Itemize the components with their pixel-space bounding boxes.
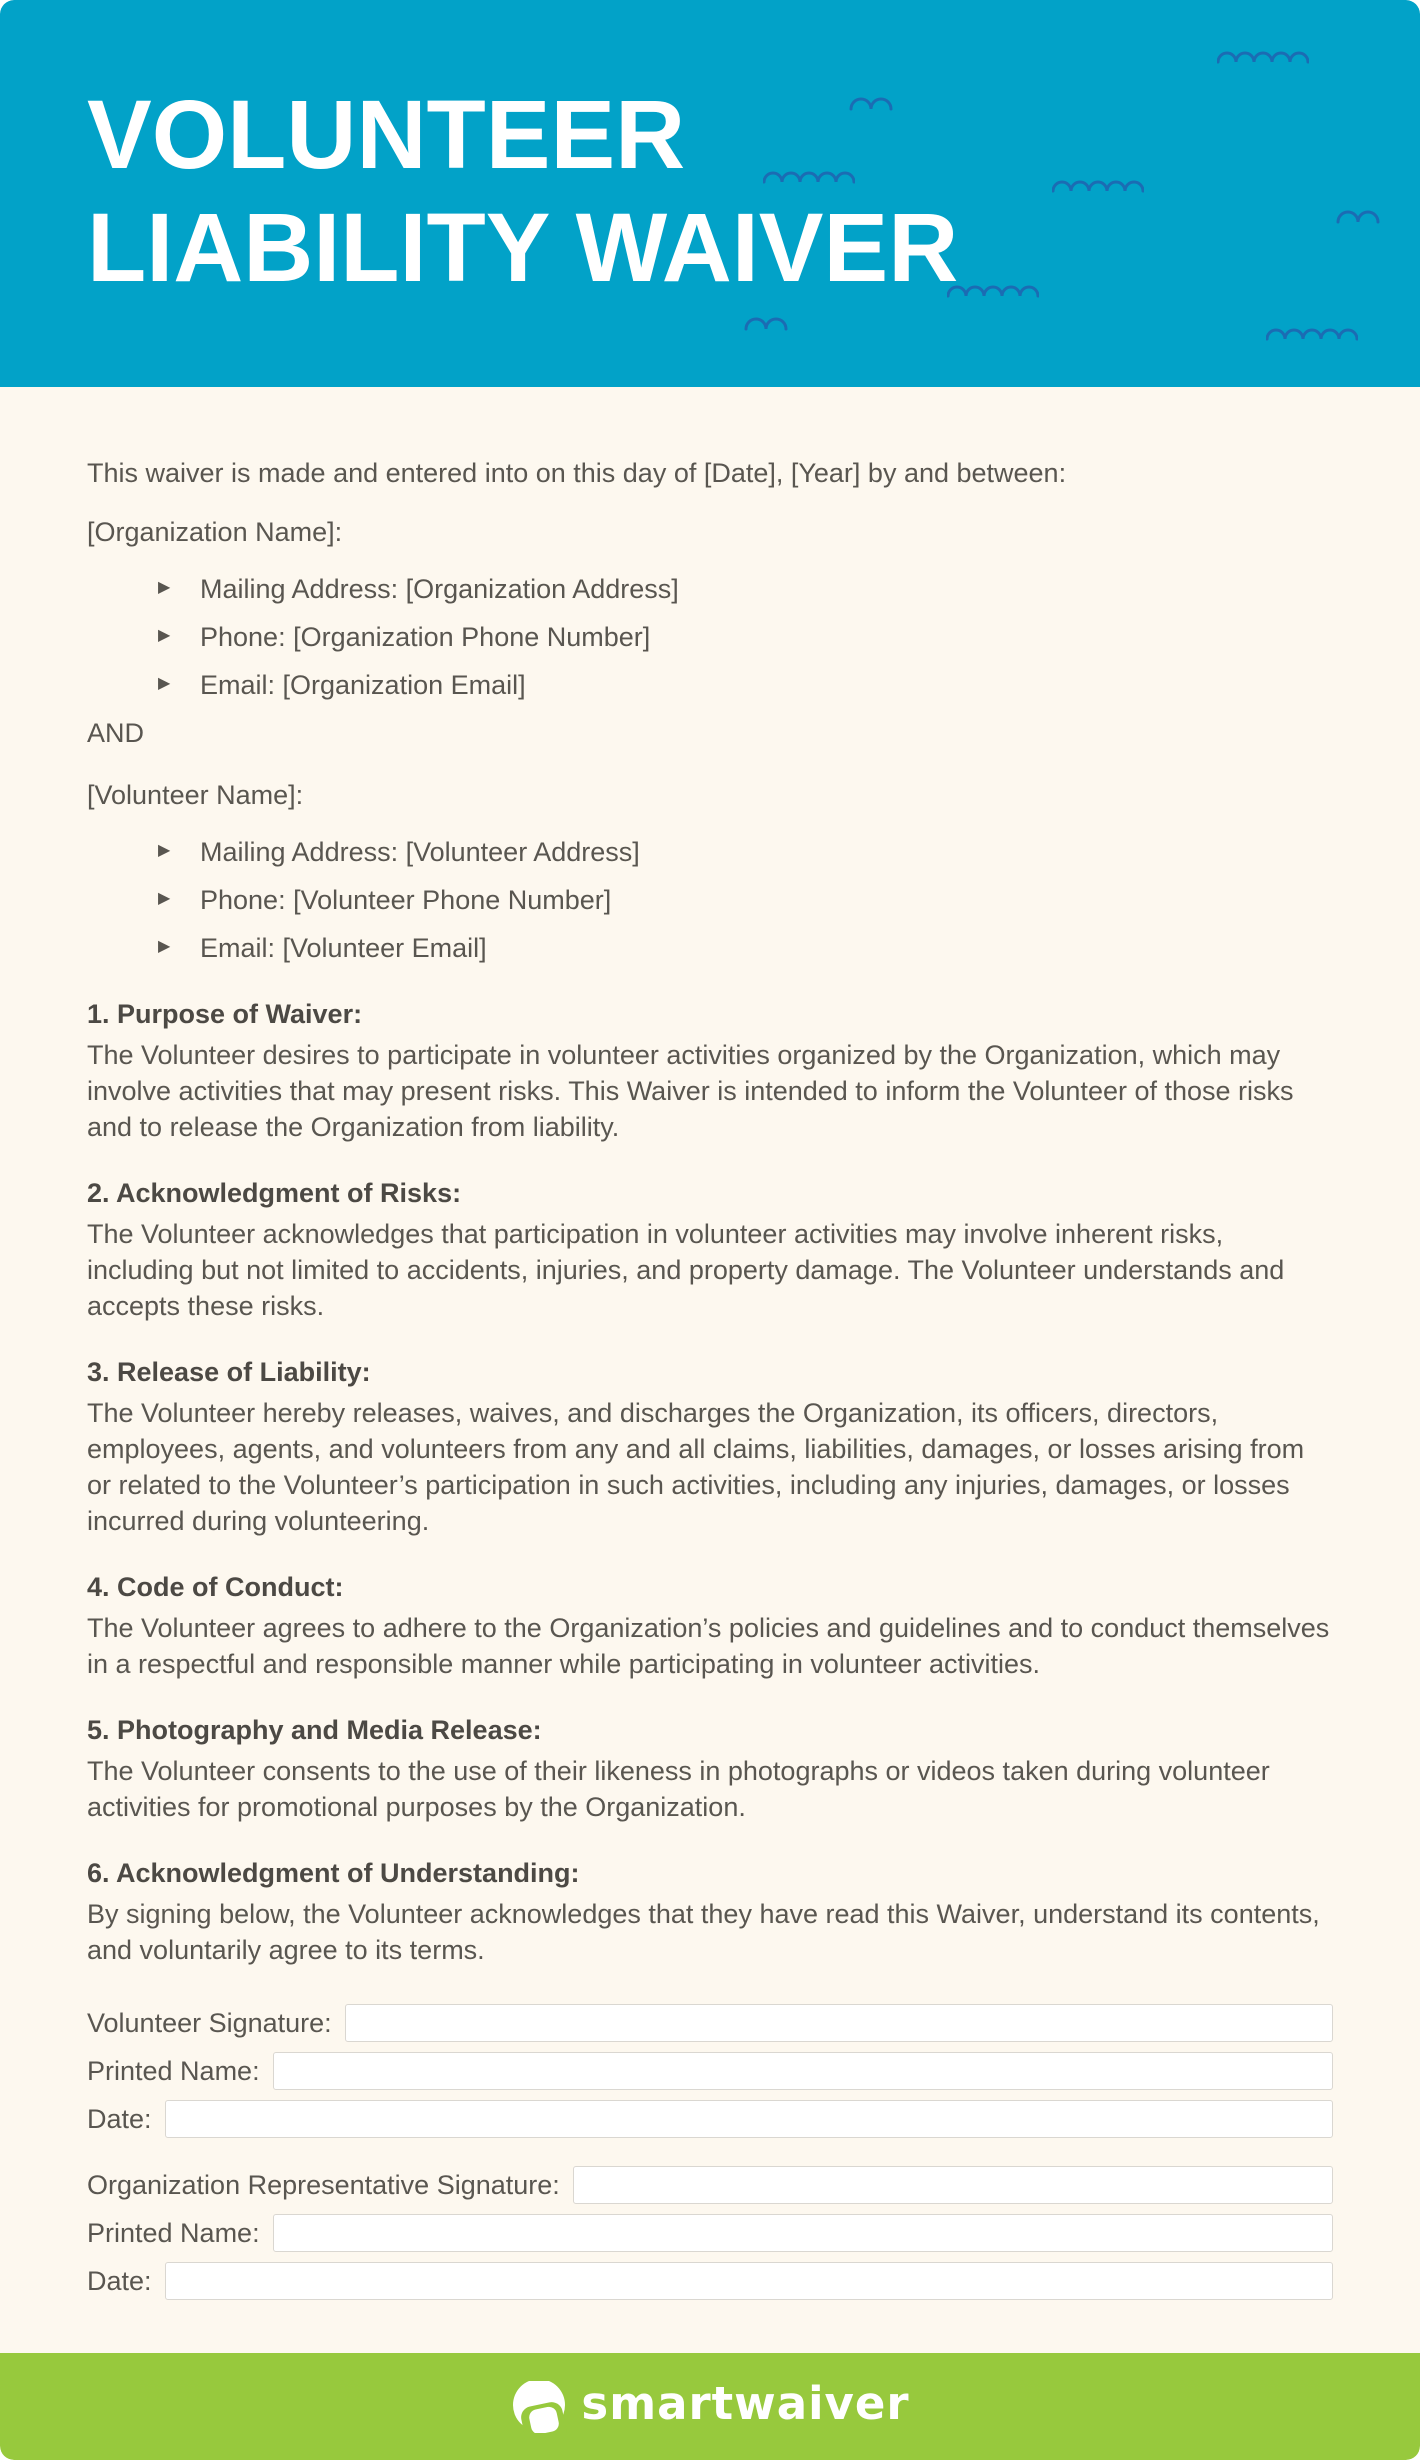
section-body: The Volunteer desires to participate in volunteer activities organized by the Organization, which may involve activities that may present risks. This Waiver is intended to inform the Volunteer of those risks and to release the Organization from liability. bbox=[87, 1040, 1294, 1142]
organization-representative-signature-input[interactable] bbox=[573, 2166, 1333, 2204]
wave-icon bbox=[1336, 208, 1380, 225]
volunteer-name: [Volunteer Name]: bbox=[87, 780, 304, 810]
organization-date-input[interactable] bbox=[165, 2262, 1333, 2300]
section-body: The Volunteer acknowledges that participation in volunteer activities may involve inherent risks, including but not limited to accidents, injuries, and property damage. The Volunteer understands and accepts these risks. bbox=[87, 1219, 1285, 1321]
volunteer-printed-name-input[interactable] bbox=[273, 2052, 1333, 2090]
section-photography-media-release bbox=[87, 1712, 1333, 1825]
bullet-item bbox=[87, 571, 1333, 607]
signature-row bbox=[87, 2262, 1333, 2300]
section-heading: 5. Photography and Media Release: bbox=[87, 1715, 542, 1745]
bullet-item-label: Mailing Address: [Volunteer Address] bbox=[200, 837, 640, 867]
section-body: By signing below, the Volunteer acknowledges that they have read this Waiver, understand its contents, and voluntarily agree to its terms. bbox=[87, 1899, 1320, 1965]
signature-row bbox=[87, 2100, 1333, 2138]
organization-name: [Organization Name]: bbox=[87, 517, 343, 547]
organization-printed-name-input[interactable] bbox=[273, 2214, 1333, 2252]
signature-row bbox=[87, 2052, 1333, 2090]
volunteer-signature-label: Volunteer Signature: bbox=[87, 2008, 332, 2038]
page-title-line-2: LIABILITY WAIVER bbox=[87, 193, 959, 302]
bullet-item bbox=[87, 667, 1333, 703]
document-header bbox=[0, 0, 1420, 387]
bullet-item-label: Email: [Volunteer Email] bbox=[200, 933, 487, 963]
volunteer-signature-block bbox=[87, 2004, 1333, 2138]
section-heading: 2. Acknowledgment of Risks: bbox=[87, 1178, 462, 1208]
section-acknowledgment-of-understanding bbox=[87, 1855, 1333, 1968]
wave-icon bbox=[763, 168, 855, 185]
signature-section bbox=[87, 2004, 1333, 2300]
bullet-item-label: Phone: [Organization Phone Number] bbox=[200, 622, 651, 652]
organization-date-label: Date: bbox=[87, 2266, 152, 2296]
section-heading: 3. Release of Liability: bbox=[87, 1357, 371, 1387]
volunteer-printed-name-label: Printed Name: bbox=[87, 2056, 260, 2086]
section-code-of-conduct bbox=[87, 1569, 1333, 1682]
document-body bbox=[0, 387, 1420, 2353]
section-heading: 6. Acknowledgment of Understanding: bbox=[87, 1858, 580, 1888]
bullet-item-label: Mailing Address: [Organization Address] bbox=[200, 574, 679, 604]
bullet-triangle-icon: ▶ bbox=[158, 890, 171, 907]
intro-text: This waiver is made and entered into on this day of [Date], [Year] by and between: bbox=[87, 458, 1067, 488]
bullet-triangle-icon: ▶ bbox=[158, 938, 171, 955]
organization-bullet-list bbox=[87, 571, 1333, 703]
section-heading: 4. Code of Conduct: bbox=[87, 1572, 344, 1602]
signature-row bbox=[87, 2166, 1333, 2204]
section-release-of-liability bbox=[87, 1354, 1333, 1539]
organization-representative-signature-label: Organization Representative Signature: bbox=[87, 2170, 560, 2200]
smartwaiver-wordmark: smartwaiver bbox=[581, 2377, 910, 2430]
wave-icon bbox=[947, 282, 1039, 299]
page-title bbox=[0, 0, 1420, 304]
bullet-triangle-icon: ▶ bbox=[158, 579, 171, 596]
section-body: The Volunteer consents to the use of their likeness in photographs or videos taken during volunteer activities for promotional purposes by the Organization. bbox=[87, 1756, 1270, 1822]
wave-icon bbox=[744, 315, 788, 332]
section-body: The Volunteer agrees to adhere to the Organization’s policies and guidelines and to conduct themselves in a respectful and responsible manner while participating in volunteer activities. bbox=[87, 1613, 1330, 1679]
volunteer-signature-input[interactable] bbox=[345, 2004, 1333, 2042]
section-acknowledgment-of-risks bbox=[87, 1175, 1333, 1324]
signature-row bbox=[87, 2214, 1333, 2252]
bullet-item bbox=[87, 834, 1333, 870]
organization-printed-name-label: Printed Name: bbox=[87, 2218, 260, 2248]
smartwaiver-logo-icon bbox=[510, 2381, 568, 2433]
bullet-item bbox=[87, 882, 1333, 918]
wave-icon bbox=[849, 95, 893, 112]
volunteer-date-label: Date: bbox=[87, 2104, 152, 2134]
wave-icon bbox=[1217, 48, 1309, 65]
page-title-line-1: VOLUNTEER bbox=[87, 80, 686, 189]
smartwaiver-logo bbox=[510, 2377, 909, 2436]
section-body: The Volunteer hereby releases, waives, and discharges the Organization, its officers, directors, employees, agents, and volunteers from any and all claims, liabilities, damages, or losses arising from or related to the Volunteer’s participation in such activities, including any injuries, damages, or losses incurred during volunteering. bbox=[87, 1398, 1305, 1536]
bullet-item bbox=[87, 930, 1333, 966]
section-purpose-of-waiver bbox=[87, 996, 1333, 1145]
signature-row bbox=[87, 2004, 1333, 2042]
and-separator: AND bbox=[87, 718, 145, 748]
document-footer bbox=[0, 2353, 1420, 2460]
wave-icon bbox=[1266, 325, 1358, 342]
section-heading: 1. Purpose of Waiver: bbox=[87, 999, 363, 1029]
wave-icon bbox=[1052, 177, 1144, 194]
bullet-item-label: Email: [Organization Email] bbox=[200, 670, 526, 700]
bullet-triangle-icon: ▶ bbox=[158, 842, 171, 859]
bullet-triangle-icon: ▶ bbox=[158, 675, 171, 692]
volunteer-date-input[interactable] bbox=[165, 2100, 1333, 2138]
organization-signature-block bbox=[87, 2166, 1333, 2300]
bullet-item-label: Phone: [Volunteer Phone Number] bbox=[200, 885, 612, 915]
volunteer-bullet-list bbox=[87, 834, 1333, 966]
bullet-triangle-icon: ▶ bbox=[158, 627, 171, 644]
bullet-item bbox=[87, 619, 1333, 655]
